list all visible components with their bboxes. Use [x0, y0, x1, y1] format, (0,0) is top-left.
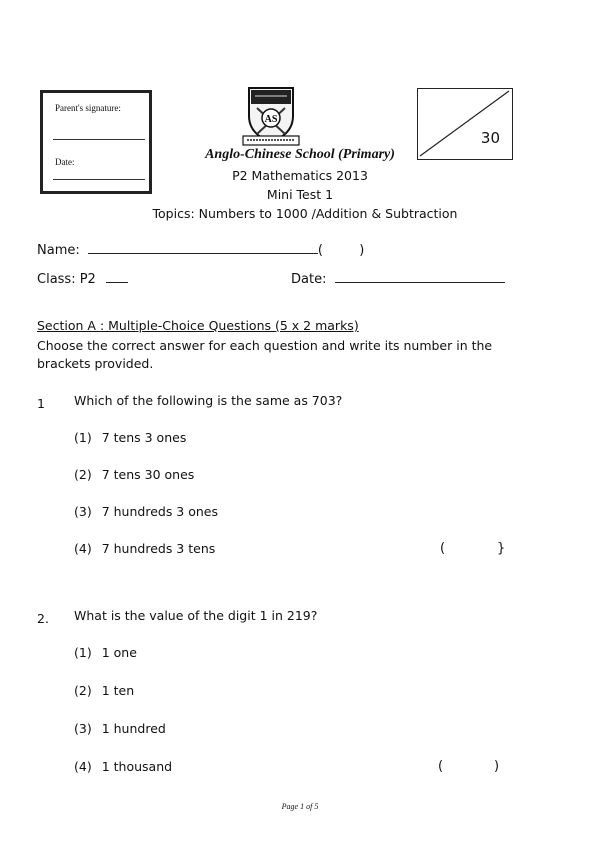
score-total: 30: [480, 129, 500, 147]
register-bracket-close: ): [359, 243, 365, 258]
question-number: 2.: [37, 611, 49, 626]
question-text: What is the value of the digit 1 in 219?: [74, 608, 318, 623]
option-label: (4): [74, 541, 92, 556]
option-label: (3): [74, 721, 92, 736]
answer-field[interactable]: [452, 540, 492, 558]
class-field[interactable]: [106, 282, 128, 283]
option-3[interactable]: [74, 721, 166, 736]
option-3[interactable]: [74, 504, 218, 519]
option-label: (1): [74, 430, 92, 445]
test-title: Mini Test 1: [266, 187, 334, 202]
option-text: 1 ten: [101, 683, 135, 698]
option-4[interactable]: [74, 759, 172, 774]
question-number: 1: [37, 396, 45, 411]
class-label: Class: P2: [37, 272, 96, 287]
option-label: (2): [74, 683, 92, 698]
answer-bracket-close: ): [494, 759, 500, 774]
parent-signature-label: Parent's signature:: [55, 103, 121, 113]
section-heading: Section A : Multiple-Choice Questions (5 x 2 marks): [37, 318, 359, 333]
option-2[interactable]: [74, 467, 194, 482]
option-4[interactable]: [74, 541, 215, 556]
option-text: 1 one: [101, 645, 137, 660]
name-field[interactable]: [88, 253, 318, 254]
school-crest-logo: [237, 84, 305, 148]
question-2: [37, 608, 49, 627]
option-label: (1): [74, 645, 92, 660]
option-text: 7 hundreds 3 ones: [101, 504, 219, 519]
option-text: 1 hundred: [101, 721, 166, 736]
answer-field[interactable]: [450, 758, 490, 776]
register-bracket-open: (: [317, 243, 323, 258]
option-label: (2): [74, 467, 92, 482]
page-number: Page 1 of 5: [281, 802, 319, 811]
name-label: Name:: [37, 243, 80, 258]
question-1: [37, 393, 45, 412]
section-instructions: Choose the correct answer for each question and write its number in the brackets provided.: [37, 338, 493, 371]
answer-bracket-open: (: [438, 759, 444, 774]
date-label: Date:: [291, 272, 327, 287]
option-2[interactable]: [74, 683, 134, 698]
topics-line: Topics: Numbers to 1000 /Addition & Subtraction: [152, 206, 458, 221]
option-label: (4): [74, 759, 92, 774]
parent-signature-line[interactable]: [53, 139, 145, 140]
subject-title: P2 Mathematics 2013: [232, 168, 368, 183]
school-name: Anglo-Chinese School (Primary): [205, 147, 395, 162]
option-text: 1 thousand: [101, 759, 173, 774]
question-text: Which of the following is the same as 703?: [74, 393, 343, 408]
svg-text:AS: AS: [264, 114, 278, 125]
option-1[interactable]: [74, 430, 186, 445]
signature-date-label: Date:: [55, 157, 75, 167]
option-text: 7 tens 3 ones: [101, 430, 187, 445]
date-field[interactable]: [335, 282, 505, 283]
option-label: (3): [74, 504, 92, 519]
option-text: 7 tens 30 ones: [101, 467, 195, 482]
option-1[interactable]: [74, 645, 137, 660]
option-text: 7 hundreds 3 tens: [101, 541, 216, 556]
date-row: [291, 272, 505, 287]
name-row: [37, 243, 364, 258]
answer-bracket-close: }: [497, 541, 506, 556]
answer-bracket-open: (: [440, 541, 446, 556]
class-row: [37, 272, 128, 287]
